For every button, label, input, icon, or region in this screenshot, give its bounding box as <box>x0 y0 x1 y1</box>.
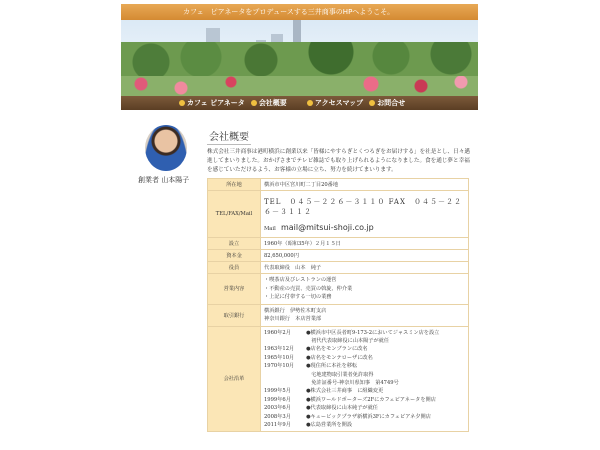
founder-photo <box>145 125 187 171</box>
table-row <box>208 262 469 274</box>
nav-label: アクセスマップ <box>314 99 364 107</box>
established-value: 1960年（昭和35年）２月１５日 <box>261 238 469 250</box>
main-nav <box>121 96 478 110</box>
history-event: 初代代表取締役に山本陽子が就任 <box>306 337 390 344</box>
business-list <box>261 274 469 305</box>
history-date: 2008年3月 <box>264 413 291 420</box>
history-date: 1999年5月 <box>264 388 291 395</box>
history-date: 1970年10月 <box>264 363 295 370</box>
history-date: 1960年2月 <box>264 329 291 336</box>
history-grid <box>264 329 465 430</box>
intro-text: 株式会社三井商事は港町横浜に創業以来「皆様にやすらぎとくつろぎをお届けする」を社是とし、日々邁進してまいりました。おかげさまでテレビ雑誌でも取り上げられるようになりました。食を通じ夢と幸福を感じていただけるよう、お客様の立場に立ち、努力を続けてまいります。 <box>207 149 470 173</box>
company-info-table <box>207 178 469 432</box>
row-label: 役員 <box>208 262 261 274</box>
page-title: 会社概要 <box>207 128 251 145</box>
history-date: 1965年10月 <box>264 354 295 361</box>
history-event: ●現住所に本社を移転 <box>306 363 358 370</box>
founder-caption: 創業者 山本陽子 <box>138 176 190 184</box>
mail-label: Mail <box>264 226 276 232</box>
nav-access-map[interactable] <box>307 98 363 108</box>
history-event: ●横浜市中区長者町9-173-2においてジャスミン店を設立 <box>306 329 440 336</box>
row-label: 営業内容 <box>208 274 261 305</box>
bank-list <box>261 304 469 326</box>
row-label: 取引銀行 <box>208 304 261 326</box>
table-row <box>208 274 469 305</box>
table-row <box>208 238 469 250</box>
nav-bullet-icon <box>179 100 185 106</box>
table-row <box>208 250 469 262</box>
nav-company-overview[interactable] <box>251 98 287 108</box>
history-date <box>264 371 306 379</box>
contact-cell <box>261 191 469 238</box>
header-banner <box>121 4 478 110</box>
list-item: ・不動産の売買、売買の斡旋、仲介業 <box>264 285 353 292</box>
table-row <box>208 304 469 326</box>
company-overview <box>207 125 470 432</box>
nav-cafe-pianeta[interactable] <box>179 98 245 108</box>
list-item: ・上記に付帯する一切の業務 <box>264 294 332 300</box>
list-item: 神奈川銀行 本店営業部 <box>264 316 322 322</box>
history-date <box>264 379 306 387</box>
history-event: ●キュービックプラザ新横浜3Fにカフェピアネ夕開店 <box>306 413 431 420</box>
nav-label: カフェ ピアネータ <box>187 99 245 107</box>
mail-link[interactable]: mail@mitsui-shoji.co.jp <box>280 223 374 232</box>
banner-flowers <box>121 76 478 96</box>
history-date: 2011年9月 <box>264 421 291 428</box>
nav-contact[interactable] <box>369 98 405 108</box>
history-event: ●横浜ワールドポーターズ2Fにカフェピアネータを開店 <box>306 396 436 403</box>
history-date <box>264 337 306 345</box>
nav-bullet-icon <box>369 100 375 106</box>
history-event: ●株式会社三井商事 に組織変更 <box>306 388 384 395</box>
nav-bullet-icon <box>251 100 257 106</box>
table-row <box>208 326 469 432</box>
tel-fax-value: TEL ０４５－２２６－３１１０ FAX ０４５－２２６－３１１２ <box>264 198 462 216</box>
history-date: 1963年12月 <box>264 346 295 353</box>
capital-value: 82,650,000円 <box>261 250 469 262</box>
nav-label: 会社概要 <box>258 99 287 107</box>
nav-label: お問合せ <box>377 99 406 107</box>
list-item: 横浜銀行 伊勢佐木町支店 <box>264 307 327 314</box>
history-date: 1999年6月 <box>264 396 291 403</box>
history-event: ●店名をモンテローザに改名 <box>306 354 373 361</box>
row-label: 所在地 <box>208 179 261 191</box>
address-value: 横浜市中区宮川町二丁目20番地 <box>261 179 469 191</box>
list-item: ・喫茶店及びレストランの運営 <box>264 277 337 283</box>
table-row <box>208 179 469 191</box>
history-event: 免許証番号-神奈川県知事 第4749号 <box>306 379 399 386</box>
history-event: ●代表取締役に山本純子が就任 <box>306 405 378 412</box>
row-label: 設立 <box>208 238 261 250</box>
officer-value: 代表取締役 山本 純子 <box>261 262 469 274</box>
row-label: 会社沿革 <box>208 326 261 432</box>
table-row <box>208 191 469 238</box>
history-event: ●店名をモンブランに改名 <box>306 346 368 353</box>
history-event: ●広島営業所を開設 <box>306 421 353 428</box>
nav-bullet-icon <box>307 100 313 106</box>
row-label: TEL/FAX/Mail <box>208 191 261 238</box>
history-list <box>261 326 469 432</box>
history-date: 2003年6月 <box>264 405 291 412</box>
banner-tagline: カフェ ピアネータをプロデュースする三井商事のHPへようこそ。 <box>121 4 478 20</box>
history-event: 宅地建物取引業者免許取得 <box>306 371 374 378</box>
founder-profile <box>138 125 200 185</box>
row-label: 資本金 <box>208 250 261 262</box>
